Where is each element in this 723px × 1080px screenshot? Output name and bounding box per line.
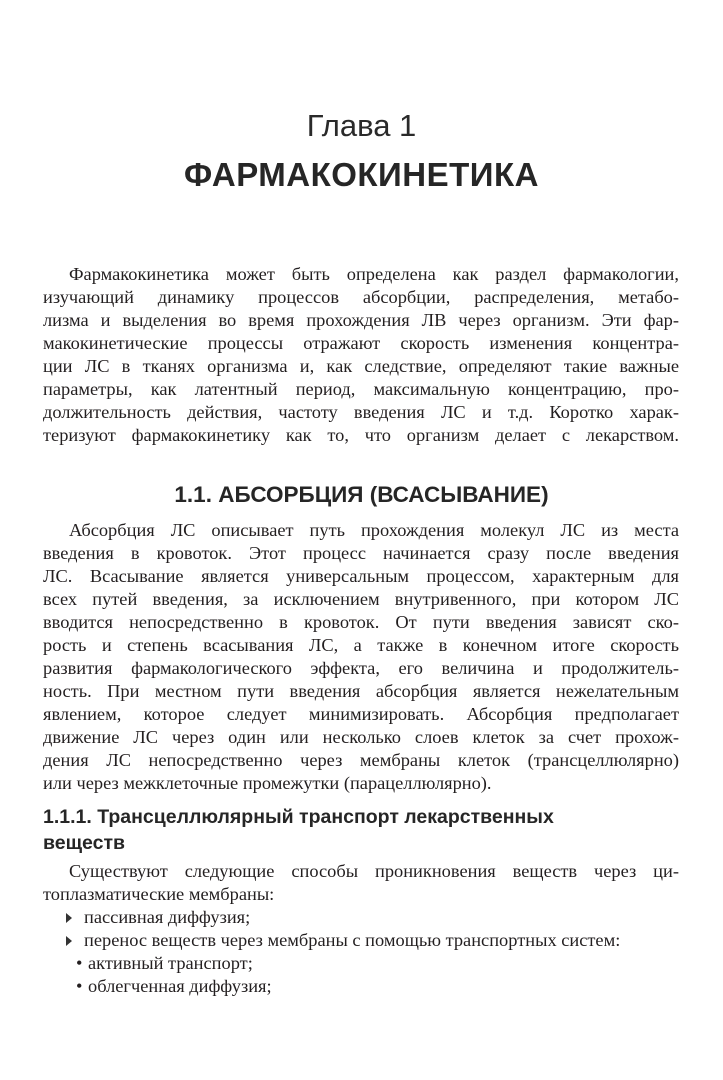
text-line: введения в кровоток. Этот процесс начинается сразу после введения [43,543,679,563]
transport-paragraph [43,860,679,906]
text-line: лизма и выделения во время прохождения ЛВ через организм. Эти фар- [43,310,679,330]
list-item-text: активный транспорт; [88,953,253,973]
text-line: должительность действия, частоту введения ЛС и т.д. Коротко харак- [43,402,679,422]
text-line: Абсорбция ЛС описывает путь прохождения молекул ЛС из места [69,520,679,540]
triangle-bullet-icon [66,913,72,923]
intro-paragraph [43,263,679,447]
list-item-text: облегченная диффузия; [88,976,272,996]
text-line: Существуют следующие способы проникновения веществ через ци- [69,861,679,881]
subsection-heading-line: веществ [43,832,125,854]
sub-list-item [66,975,679,998]
text-line: макокинетические процессы отражают скорость изменения концентра- [43,333,679,353]
section-heading: 1.1. АБСОРБЦИЯ (ВСАСЫВАНИЕ) [174,482,549,507]
triangle-bullet-icon [66,936,72,946]
text-line: изучающий динамику процессов абсорбции, распределения, метабо- [43,287,679,307]
text-line: рость и степень всасывания ЛС, а также в конечном итоге скорость [43,635,679,655]
text-line: топлазматические мембраны: [43,884,275,904]
text-line: ность. При местном пути введения абсорбция является нежелательным [43,681,679,701]
subsection-heading-line: 1.1.1. Трансцеллюлярный транспорт лекарственных [43,806,554,828]
text-line: ции ЛС в тканях организма и, как следствие, определяют такие важные [43,356,679,376]
text-line: ЛС. Всасывание является универсальным процессом, характерным для [43,566,679,586]
chapter-title: ФАРМАКОКИНЕТИКА [184,156,539,193]
subsection-heading [43,804,679,856]
text-line: или через межклеточные промежутки (парацеллюлярно). [43,773,492,793]
absorption-paragraph [43,519,679,795]
text-line: теризуют фармакокинетику как то, что организм делает с лекарством. [43,425,679,445]
list-item-text: пассивная диффузия; [84,907,251,927]
text-line: явлением, которое следует минимизировать. Абсорбция предполагает [43,704,679,724]
text-line: Фармакокинетика может быть определена как раздел фармакологии, [69,264,679,284]
text-line: движение ЛС через один или несколько слоев клеток за счет прохож- [43,727,679,747]
dot-bullet-icon: • [76,953,83,973]
text-line: всех путей введения, за исключением внутривенного, при котором ЛС [43,589,679,609]
text-line: вводится непосредственно в кровоток. От пути введения зависят ско- [43,612,679,632]
text-line: дения ЛС непосредственно через мембраны клеток (трансцеллюлярно) [43,750,679,770]
text-line: параметры, как латентный период, максимальную концентрацию, про- [43,379,679,399]
transport-methods-list [66,906,679,998]
sub-list-item [66,952,679,975]
list-item [66,929,679,952]
text-line: развития фармакологического эффекта, его величина и продолжитель- [43,658,679,678]
chapter-label: Глава 1 [306,108,417,143]
list-item [66,906,679,929]
list-item-text: перенос веществ через мембраны с помощью транспортных систем: [84,930,621,950]
dot-bullet-icon: • [76,976,83,996]
